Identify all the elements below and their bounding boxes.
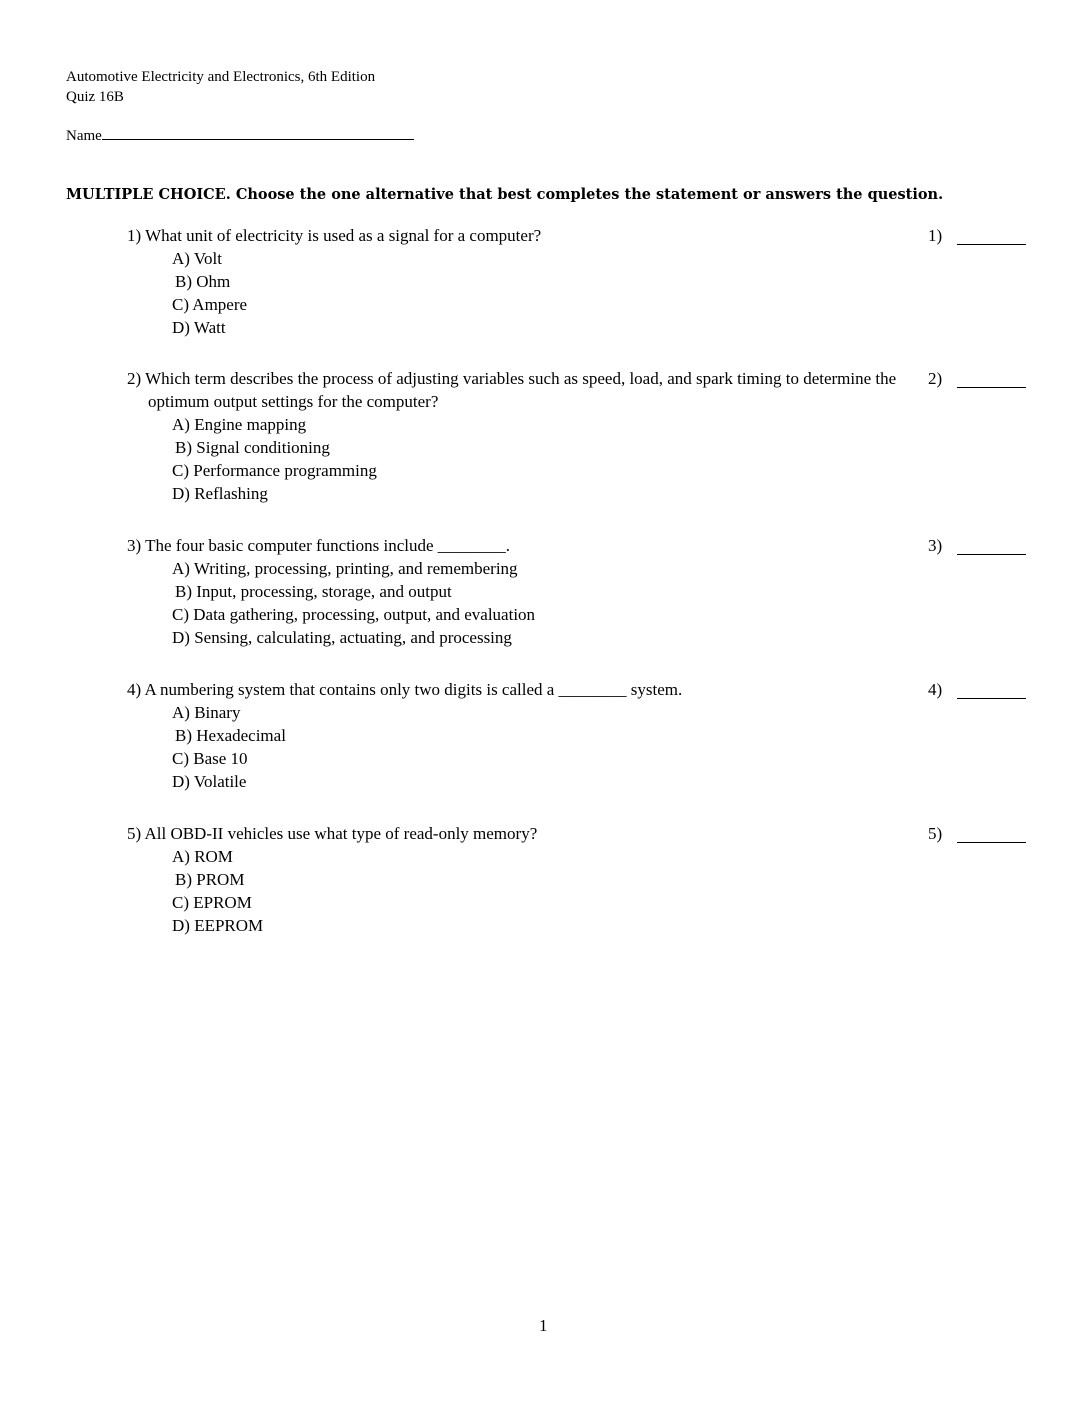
instructions: MULTIPLE CHOICE. Choose the one alternative that best completes the statement or answers the question. bbox=[66, 186, 944, 203]
answer-number: 3) bbox=[928, 536, 943, 555]
option-c[interactable]: C) Ampere bbox=[172, 295, 248, 314]
answer-blank[interactable] bbox=[957, 842, 1026, 843]
option-d[interactable]: D) Volatile bbox=[172, 772, 247, 791]
name-label: Name bbox=[66, 128, 102, 144]
question-stem: 1) What unit of electricity is used as a signal for a computer? bbox=[127, 226, 542, 245]
answer-number: 5) bbox=[928, 824, 943, 843]
option-b[interactable]: B) Signal conditioning bbox=[175, 438, 330, 457]
question-1 bbox=[127, 224, 1087, 339]
answer-number: 4) bbox=[928, 680, 943, 699]
option-a[interactable]: A) ROM bbox=[172, 847, 233, 866]
option-c[interactable]: C) EPROM bbox=[172, 893, 252, 912]
option-c[interactable]: C) Data gathering, processing, output, and evaluation bbox=[172, 605, 536, 624]
option-b[interactable]: B) PROM bbox=[175, 870, 245, 889]
option-a[interactable]: A) Volt bbox=[172, 249, 222, 268]
answer-blank[interactable] bbox=[957, 554, 1026, 555]
question-5 bbox=[127, 822, 1087, 937]
answer-blank[interactable] bbox=[957, 698, 1026, 699]
option-a[interactable]: A) Binary bbox=[172, 703, 241, 722]
answer-number: 1) bbox=[928, 226, 943, 245]
question-4 bbox=[127, 678, 1087, 793]
question-stem: 4) A numbering system that contains only two digits is called a ________ system. bbox=[127, 680, 683, 699]
option-a[interactable]: A) Writing, processing, printing, and remembering bbox=[172, 559, 518, 578]
answer-blank[interactable] bbox=[957, 387, 1026, 388]
quiz-label: Quiz 16B bbox=[66, 89, 124, 105]
option-d[interactable]: D) Watt bbox=[172, 318, 226, 337]
option-d[interactable]: D) Sensing, calculating, actuating, and processing bbox=[172, 628, 512, 647]
question-stem: 5) All OBD-II vehicles use what type of read-only memory? bbox=[127, 824, 538, 843]
document-title: Automotive Electricity and Electronics, 6th Edition bbox=[66, 69, 376, 85]
name-field[interactable] bbox=[66, 125, 414, 146]
option-c[interactable]: C) Base 10 bbox=[172, 749, 248, 768]
question-stem: 2) Which term describes the process of adjusting variables such as speed, load, and spark timing to determine the optimum output settings for the computer? bbox=[127, 369, 897, 411]
option-b[interactable]: B) Ohm bbox=[175, 272, 231, 291]
answer-number: 2) bbox=[928, 369, 943, 388]
answer-blank[interactable] bbox=[957, 244, 1026, 245]
option-d[interactable]: D) EEPROM bbox=[172, 916, 264, 935]
page-number: 1 bbox=[539, 1316, 548, 1335]
option-a[interactable]: A) Engine mapping bbox=[172, 415, 307, 434]
option-d[interactable]: D) Reflashing bbox=[172, 484, 268, 503]
question-stem: 3) The four basic computer functions include ________. bbox=[127, 536, 511, 555]
name-blank[interactable] bbox=[102, 125, 414, 140]
option-c[interactable]: C) Performance programming bbox=[172, 461, 377, 480]
question-3 bbox=[127, 534, 1087, 649]
question-2 bbox=[127, 367, 1087, 505]
option-b[interactable]: B) Input, processing, storage, and output bbox=[175, 582, 452, 601]
option-b[interactable]: B) Hexadecimal bbox=[175, 726, 286, 745]
